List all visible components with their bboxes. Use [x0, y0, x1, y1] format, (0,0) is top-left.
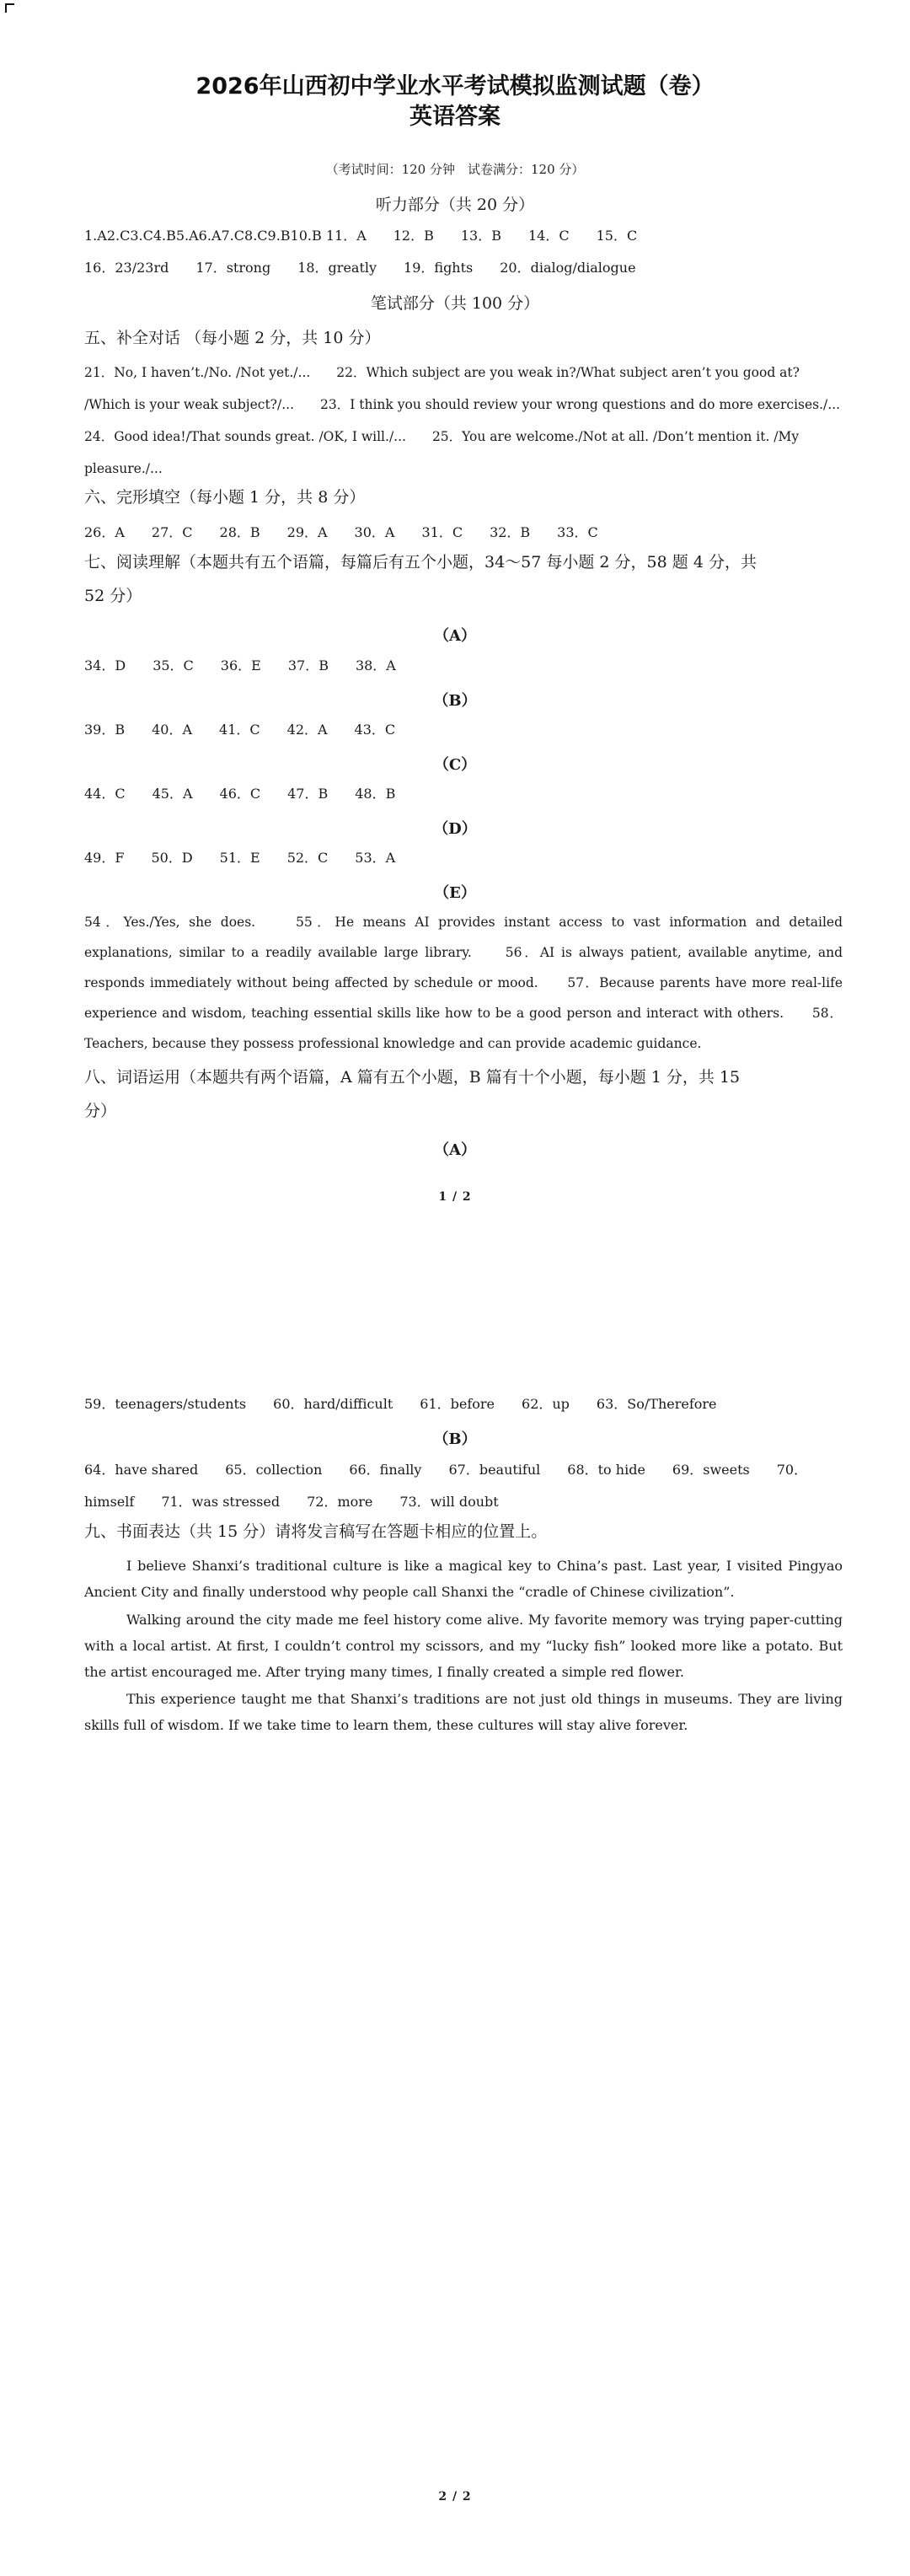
section5-line: pleasure./... — [84, 461, 163, 476]
word-use-answers-a: 59．teenagers/students 60．hard/difficult 61．before 62．up 63．So/Therefore — [84, 1396, 717, 1412]
reading-part-label: （A） — [434, 627, 476, 645]
essay-paragraph: Walking around the city made me feel history come alive. My favorite memory was trying paper-cutting with a local artist. At first, I couldn’t control my scissors, and my “lucky fish” looked more like a potato. But the artist encouraged me. After trying many times, I finally created a simple red flower. — [84, 1612, 843, 1680]
word-use-answers-b: himself 71．was stressed 72．more 73．will doubt — [84, 1494, 499, 1510]
word-use-label-b: （B） — [433, 1430, 477, 1448]
page-number: 1 / 2 — [438, 1190, 472, 1204]
listening-answers-2: 16．23/23rd 17．strong 18．greatly 19．fights 20．dialog/dialogue — [84, 260, 636, 276]
listening-answers-1: 1.A2.C3.C4.B5.A6.A7.C8.C9.B10.B 11．A 12．B 13．B 14．C 15．C — [84, 228, 638, 244]
section7-heading-line2: 52 分） — [84, 587, 142, 605]
word-use-answers-b: 64．have shared 65．collection 66．finally 67．beautiful 68．to hide 69．sweets 70． — [84, 1462, 808, 1478]
section5-line: /Which is your weak subject?/... 23．I think you should review your wrong questions and do more exercises./... — [84, 397, 841, 412]
reading-part-answers: 39．B 40．A 41．C 42．A 43．C — [84, 722, 396, 738]
section5-line: 24．Good idea!/That sounds great. /OK, I will./... 25．You are welcome./Not at all. /Don’t mention it. /My — [84, 429, 800, 444]
section6-heading: 六、完形填空（每小题 1 分，共 8 分） — [84, 488, 366, 507]
section5-line: 21．No, I haven’t./No. /Not yet./... 22．Which subject are you weak in?/What subject aren’t you good at? — [84, 365, 800, 380]
essay-paragraph: This experience taught me that Shanxi’s traditions are not just old things in museums. They are living skills full of wisdom. If we take time to learn them, these cultures will stay alive forever. — [84, 1691, 843, 1733]
section6-answers: 26．A 27．C 28．B 29．A 30．A 31．C 32．B 33．C — [84, 524, 598, 540]
section5-heading: 五、补全对话 （每小题 2 分，共 10 分） — [84, 329, 381, 347]
reading-part-label: （B） — [433, 692, 477, 710]
section7-heading-line1: 七、阅读理解（本题共有五个语篇，每篇后有五个小题，34～57 每小题 2 分，58 题 4 分，共 — [84, 553, 757, 572]
section8-heading-line1: 八、词语运用（本题共有两个语篇，A 篇有五个小题，B 篇有十个小题，每小题 1 分，共 15 — [84, 1068, 741, 1087]
crop-corner-mark — [5, 3, 14, 13]
answer-subtitle: 英语答案 — [410, 104, 500, 130]
listening-heading: 听力部分（共 20 分） — [375, 196, 535, 214]
reading-part-answers: 44．C 45．A 46．C 47．B 48．B — [84, 786, 396, 802]
essay-paragraph: I believe Shanxi’s traditional culture is like a magical key to China’s past. Last year, I visited Pingyao Ancient City and finally understood why people call Shanxi the “cradle of Chinese civilization”. — [84, 1558, 843, 1600]
reading-part-label: （C） — [433, 756, 477, 774]
page-number: 2 / 2 — [438, 2490, 472, 2504]
written-heading: 笔试部分（共 100 分） — [370, 294, 540, 313]
word-use-label-a: （A） — [434, 1141, 476, 1159]
reading-part-answers: 49．F 50．D 51．E 52．C 53．A — [84, 850, 396, 866]
section8-heading-line2: 分） — [84, 1102, 117, 1120]
reading-part-label: （D） — [433, 820, 477, 838]
reading-part-label: （E） — [434, 884, 476, 902]
exam-title: 2026年山西初中学业水平考试模拟监测试题（卷） — [195, 73, 715, 99]
exam-meta: （考试时间：120 分钟 试卷满分：120 分） — [325, 162, 585, 177]
reading-part-answers: 34．D 35．C 36．E 37．B 38．A — [84, 657, 396, 674]
section9-heading: 九、书面表达（共 15 分）请将发言稿写在答题卡相应的位置上。 — [84, 1522, 548, 1541]
reading-e-answers: 54．Yes./Yes, she does. 55．He means AI provides instant access to vast information and detailed explanations, similar to a readily available large library. 56．AI is always patient, available anytime, and responds immediately without being affected by schedule or mood. 57．Because parents have more real-life experience and wisdom, teaching essential skills like how to be a good person and interact with others. 58．Teachers, because they possess professional knowledge and can provide academic guidance. — [84, 915, 843, 1051]
